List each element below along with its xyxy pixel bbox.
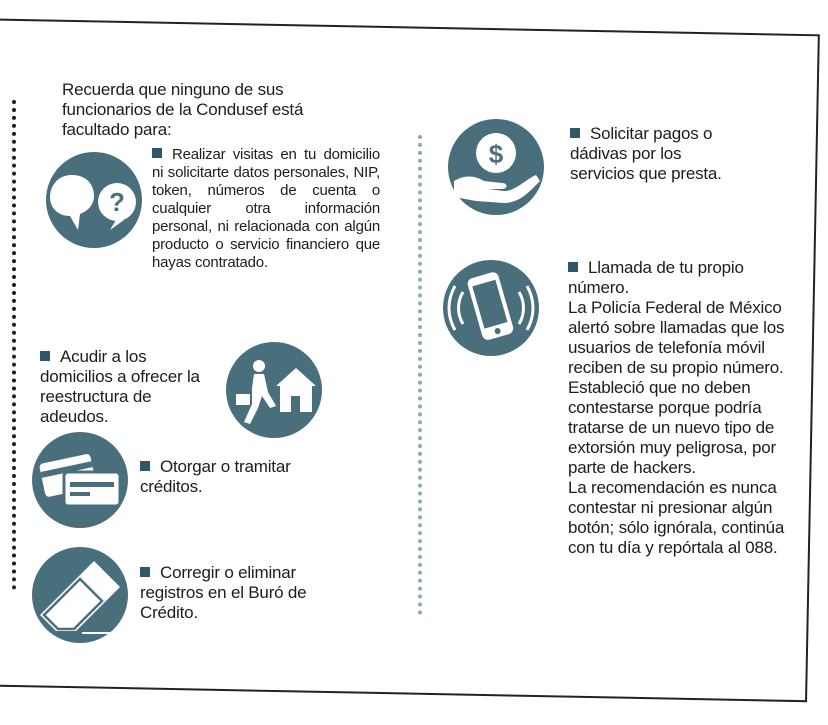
item-pagos-text: Solicitar pagos o dádivas por los servicios que presta.	[570, 124, 722, 183]
person-house-icon	[224, 340, 324, 440]
left-dotted-border	[12, 100, 16, 590]
llamada-title: Llamada de tu propio número.	[568, 258, 744, 297]
speech-question-icon	[44, 150, 144, 250]
svg-text:$: $	[488, 139, 504, 169]
intro-text: Recuerda que ninguno de sus funcionarios de la Condusef está facultado para:	[62, 80, 304, 139]
bullet-icon	[152, 148, 162, 158]
item-creditos-text: Otorgar o tramitar créditos.	[140, 457, 291, 496]
item-buro	[140, 563, 315, 623]
bullet-icon	[140, 461, 150, 471]
svg-text:?: ?	[109, 187, 125, 217]
credit-cards-icon	[30, 430, 130, 530]
eraser-icon	[30, 545, 130, 645]
bullet-icon	[568, 262, 578, 272]
item-pagos	[570, 124, 735, 184]
phone-ringing-icon	[441, 258, 541, 358]
money-hand-icon	[446, 117, 546, 217]
llamada-body: La Policía Federal de México alertó sobre llamadas que los usuarios de telefonía móvil reciben de su propio número. Estableció que no deben contestarse porque podría tratarse de un nuevo tipo de extorsión muy peligrosa, por parte de hackers.	[568, 298, 785, 477]
llamada-recommendation: La recomendación es nunca contestar ni presionar algún botón; sólo ignórala, continúa con tu día y repórtala al 088.	[568, 478, 785, 557]
column-divider	[418, 135, 422, 615]
bullet-icon	[40, 351, 50, 361]
item-visitas-text: Realizar visitas en tu domicilio ni solicitarte datos personales, NIP, token, números de cuenta o cualquier otra información personal, ni relacionada con algún producto o servicio financiero que hayas contratado.	[152, 146, 380, 271]
item-visitas	[152, 146, 380, 272]
item-domicilios	[40, 347, 222, 427]
item-llamada	[568, 258, 790, 558]
bullet-icon	[140, 567, 150, 577]
item-creditos	[140, 457, 320, 497]
bullet-icon	[570, 128, 580, 138]
item-domicilios-text: Acudir a los domicilios a ofrecer la reestructura de adeudos.	[40, 347, 200, 426]
item-buro-text: Corregir o eliminar registros en el Buró de Crédito.	[140, 563, 307, 622]
